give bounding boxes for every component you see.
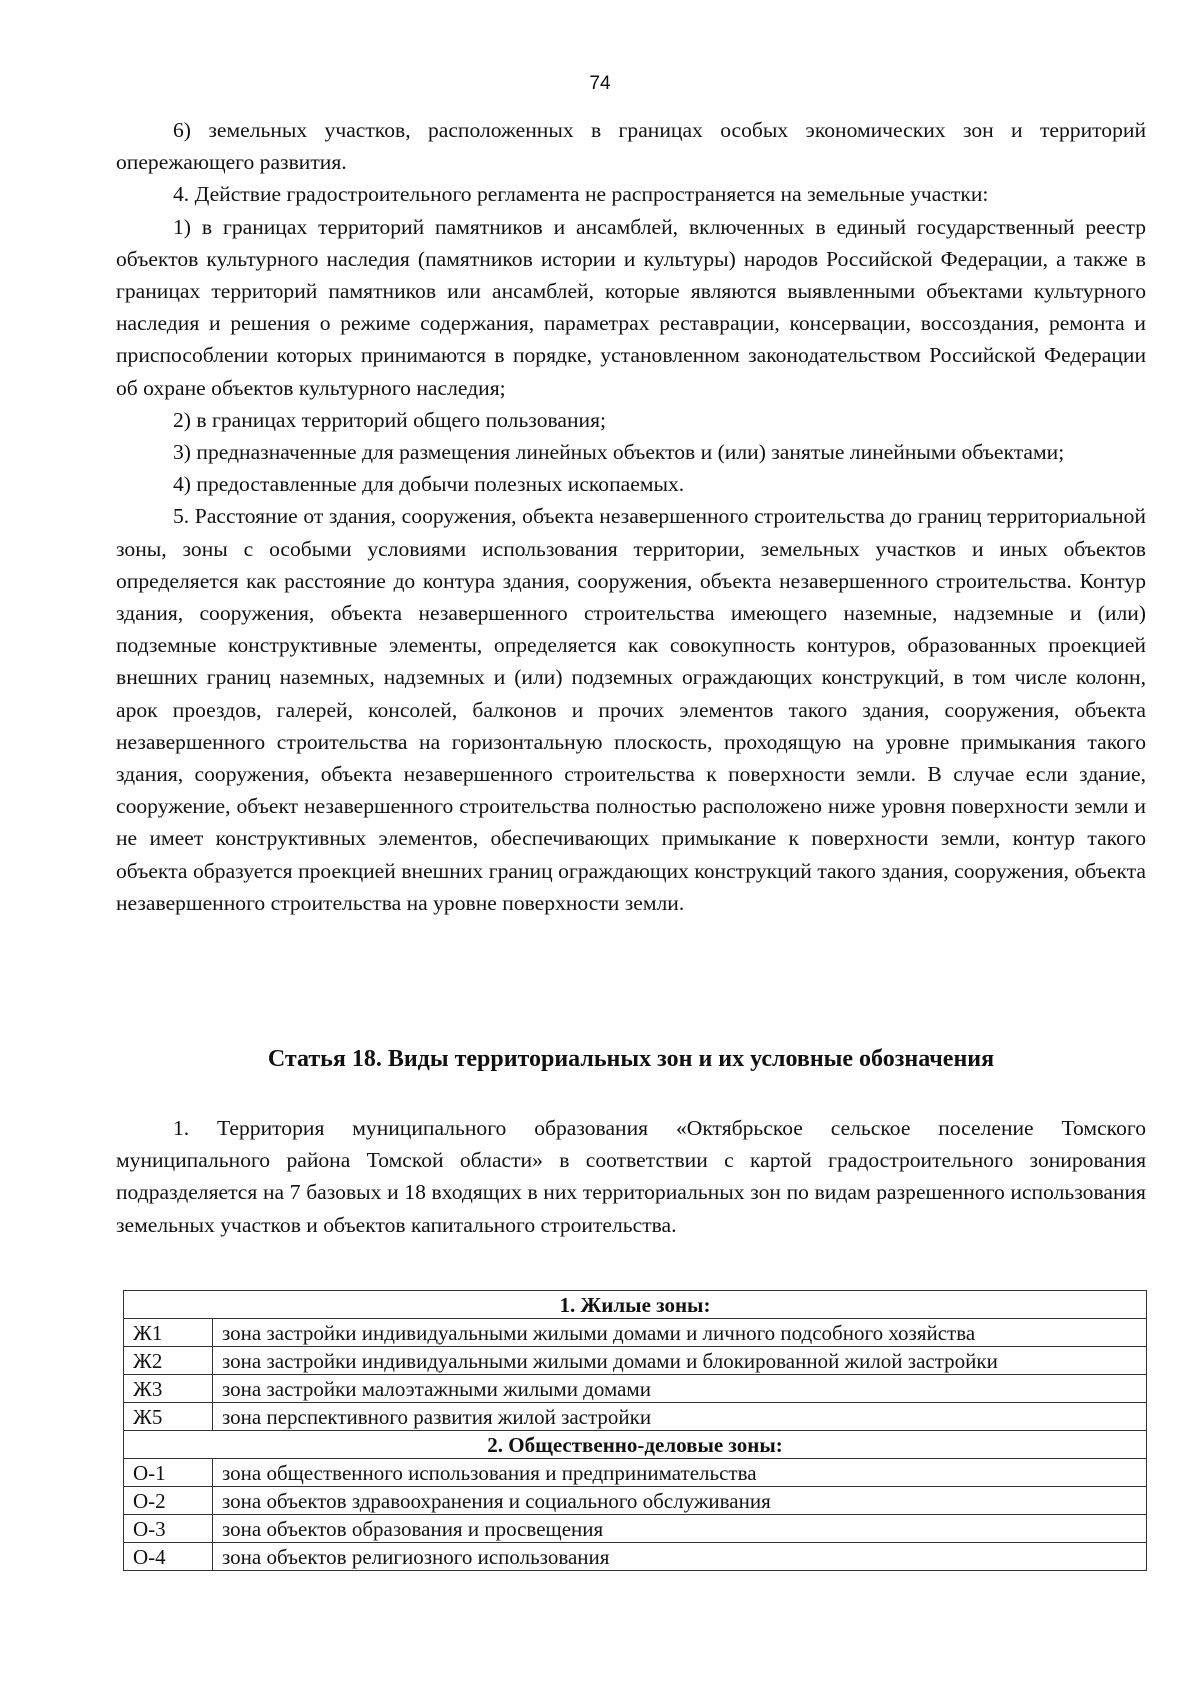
zone-code: Ж1	[124, 1319, 213, 1347]
zone-code: О-1	[124, 1459, 213, 1487]
paragraph: 6) земельных участков, расположенных в границах особых экономических зон и территорий опережающего развития.	[116, 118, 1146, 175]
article-body	[116, 1112, 1146, 1241]
zone-code: О-2	[124, 1487, 213, 1515]
paragraph: 5. Расстояние от здания, сооружения, объекта незавершенного строительства до границ территориальной зоны, зоны с особыми условиями использования территории, земельных участков и иных объектов определяется как расстояние до контура здания, сооружения, объекта незавершенного строительства. Контур здания, сооружения, объекта незавершенного строительства имеющего наземные, надземные и (или) подземные конструктивные элементы, определяется как совокупность контуров, образованных проекцией внешних границ наземных, надземных и (или) подземных ограждающих конструкций, в том числе колонн, арок проездов, галерей, консолей, балконов и прочих элементов такого здания, сооружения, объекта незавершенного строительства на горизонтальную плоскость, проходящую на уровне примыкания такого здания, сооружения, объекта незавершенного строительства к поверхности земли. В случае если здание, сооружение, объект незавершенного строительства полностью расположено ниже уровня поверхности земли и не имеет конструктивных элементов, обеспечивающих примыкание к поверхности земли, контур такого объекта образуется проекцией внешних границ ограждающих конструкций такого здания, сооружения, объекта незавершенного строительства на уровне поверхности земли.	[116, 504, 1146, 915]
zone-description: зона застройки индивидуальными жилыми домами и блокированной жилой застройки	[213, 1347, 1147, 1375]
group-title-public-business: 2. Общественно-деловые зоны:	[124, 1431, 1147, 1459]
article-heading: Статья 18. Виды территориальных зон и их условные обозначения	[267, 1046, 995, 1072]
zones-table	[123, 1290, 1147, 1571]
table-row	[124, 1375, 1147, 1403]
paragraph: 2) в границах территорий общего пользования;	[173, 407, 607, 432]
page-number: 74	[589, 73, 611, 94]
zone-code: Ж5	[124, 1403, 213, 1431]
table-group-row	[124, 1291, 1147, 1319]
paragraph: 3) предназначенные для размещения линейных объектов и (или) занятые линейными объектами;	[173, 440, 1065, 465]
table-row	[124, 1319, 1147, 1347]
zone-code: О-4	[124, 1543, 213, 1571]
zone-description: зона застройки малоэтажными жилыми домами	[213, 1375, 1147, 1403]
paragraph: 1) в границах территорий памятников и ансамблей, включенных в единый государственный реестр объектов культурного наследия (памятников истории и культуры) народов Российской Федерации, а также в границах территорий памятников или ансамблей, которые являются выявленными объектами культурного наследия и решения о режиме содержания, параметрах реставрации, консервации, воссоздания, ремонта и приспособлении которых принимаются в порядке, установленном законодательством Российской Федерации об охране объектов культурного наследия;	[116, 214, 1146, 400]
table-row	[124, 1515, 1147, 1543]
table-row	[124, 1347, 1147, 1375]
zone-description: зона объектов здравоохранения и социального обслуживания	[213, 1487, 1147, 1515]
table-row	[124, 1403, 1147, 1431]
paragraph: 4) предоставленные для добычи полезных ископаемых.	[173, 472, 685, 497]
paragraph: 1. Территория муниципального образования «Октябрьское сельское поселение Томского муниципального района Томской области» в соответствии с картой градостроительного зонирования подразделяется на 7 базовых и 18 входящих в них территориальных зон по видам разрешенного использования земельных участков и объектов капитального строительства.	[116, 1116, 1146, 1237]
paragraph: 4. Действие градостроительного регламента не распространяется на земельные участки:	[173, 182, 989, 207]
table-row	[124, 1487, 1147, 1515]
table-row	[124, 1459, 1147, 1487]
zone-description: зона перспективного развития жилой застройки	[213, 1403, 1147, 1431]
zone-code: Ж2	[124, 1347, 213, 1375]
zone-code: Ж3	[124, 1375, 213, 1403]
zone-code: О-3	[124, 1515, 213, 1543]
zone-description: зона объектов религиозного использования	[213, 1543, 1147, 1571]
table-row	[124, 1543, 1147, 1571]
body-text-top	[116, 114, 1146, 919]
zone-description: зона застройки индивидуальными жилыми домами и личного подсобного хозяйства	[213, 1319, 1147, 1347]
zone-description: зона объектов образования и просвещения	[213, 1515, 1147, 1543]
group-title-residential: 1. Жилые зоны:	[124, 1291, 1147, 1319]
table-group-row	[124, 1431, 1147, 1459]
zone-description: зона общественного использования и предпринимательства	[213, 1459, 1147, 1487]
